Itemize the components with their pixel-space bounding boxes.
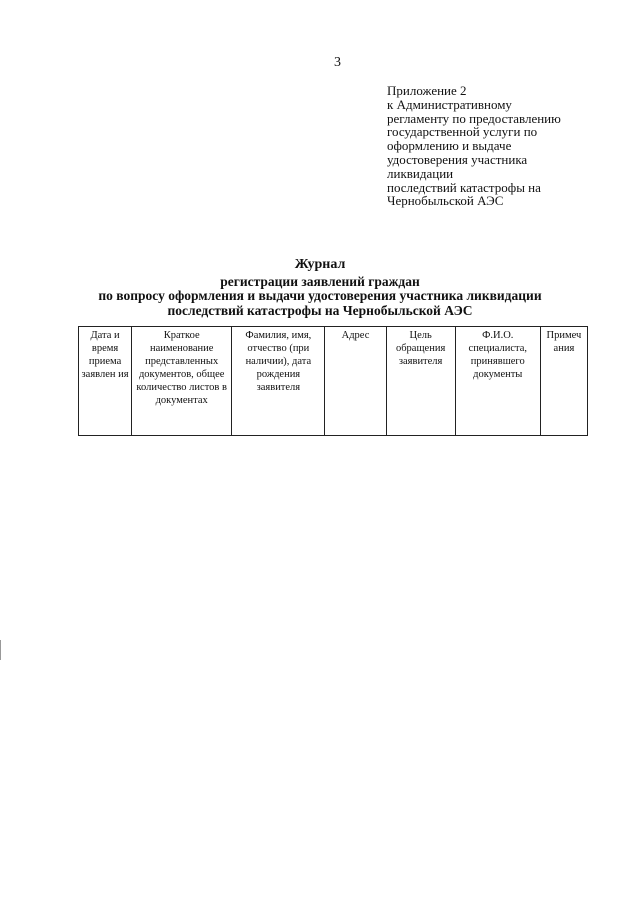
title-line-4: последствий катастрофы на Чернобыльской АЭС — [167, 302, 473, 318]
col-purpose: Цель обращения заявителя — [386, 327, 455, 436]
journal-table — [78, 326, 588, 436]
appendix-line: оформлению и выдаче — [387, 138, 512, 154]
appendix-line: ликвидации — [387, 165, 454, 181]
appendix-line: удостоверения участника — [387, 151, 528, 167]
table-header-row — [79, 327, 588, 436]
title-line-2: регистрации заявлений граждан — [220, 273, 420, 289]
col-date-received: Дата и время приема заявлен ия — [79, 327, 132, 436]
journal-title — [60, 258, 580, 318]
appendix-line: к Административному — [387, 96, 512, 112]
appendix-line: Чернобыльской АЭС — [387, 193, 504, 209]
scan-edge-mark — [0, 640, 1, 660]
col-notes: Примеч ания — [540, 327, 587, 436]
title-line-3: по вопросу оформления и выдачи удостоверения участника ликвидации — [98, 288, 542, 303]
col-documents: Краткое наименование представленных документов, общее количество листов в документах — [132, 327, 232, 436]
title-line-1: Журнал — [294, 257, 346, 272]
col-address: Адрес — [325, 327, 386, 436]
appendix-line: последствий катастрофы на — [387, 179, 541, 195]
page-number: 3 — [334, 55, 341, 70]
col-specialist: Ф.И.О. специалиста, принявшего документы — [455, 327, 540, 436]
col-applicant-name: Фамилия, имя, отчество (при наличии), дата рождения заявителя — [232, 327, 325, 436]
appendix-line: Приложение 2 — [387, 83, 467, 98]
appendix-line: государственной услуги по — [387, 124, 538, 140]
appendix-line: регламенту по предоставлению — [387, 110, 561, 126]
appendix-note — [387, 84, 622, 208]
